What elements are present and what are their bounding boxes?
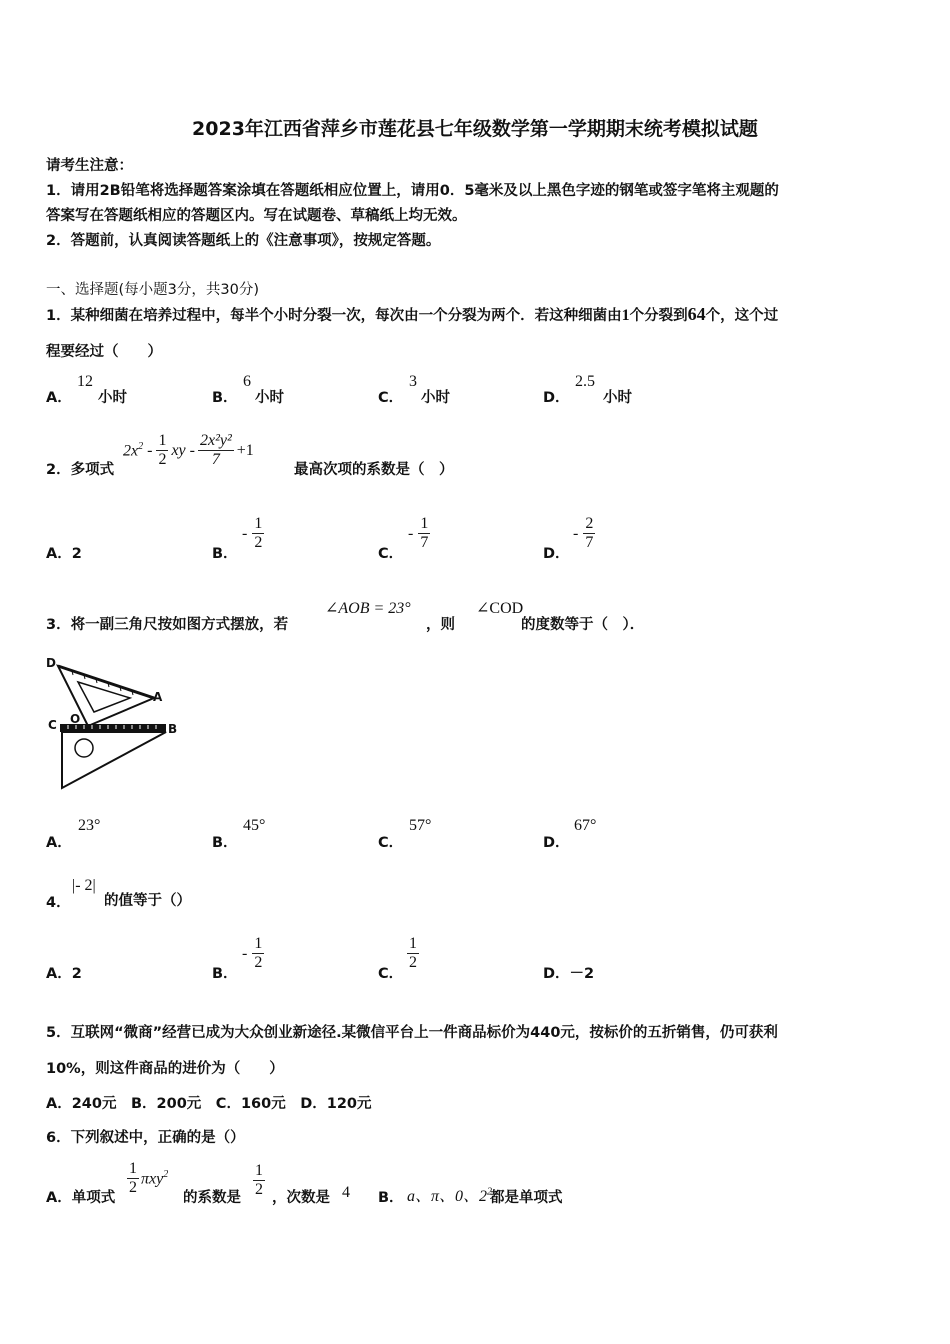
q1-option-d-letter: D．	[543, 390, 570, 406]
q2-option-d-value: - $\frac{2}{7}$	[573, 515, 594, 552]
q2-fraction-2: $\frac{\text{2x²y²}}{7}$	[199, 432, 232, 469]
q3-figure-label-o: O	[70, 712, 81, 726]
page-title: 2023年江西省萍乡市莲花县七年级数学第一学期期末统考模拟试题	[192, 118, 758, 140]
q6-option-a-monomial: $\frac{1}{2}$ πxy$^2$	[129, 1160, 169, 1197]
notice-line-2: 答案写在答题纸相应的答题区内。写在试题卷、草稿纸上均无效。	[46, 208, 467, 224]
q3-figure-label-a: A	[153, 690, 163, 704]
q3-mid: ，则	[426, 617, 455, 633]
q4-suffix: 的值等于（）	[104, 893, 191, 909]
q1-option-c-unit: 小时	[421, 390, 450, 406]
q4-option-c-letter: C．	[378, 966, 404, 982]
section-heading: 一、选择题(每小题3分，共30分)	[46, 282, 259, 298]
q2-term-3: +1	[236, 441, 254, 459]
q2-option-b-letter: B．	[212, 546, 238, 562]
q3-angle-aob: ∠AOB = 23°	[325, 600, 411, 617]
q1-stem-c: 个，这个过	[705, 308, 779, 324]
q2-polynomial	[123, 432, 254, 470]
q1-stem	[46, 304, 778, 325]
q4-option-b-letter: B．	[212, 966, 238, 982]
q3-option-b-value: 45°	[243, 817, 266, 834]
q2-term-2: xy -	[171, 441, 195, 459]
notice-line-3: 2．答题前，认真阅读答题纸上的《注意事项》，按规定答题。	[46, 233, 441, 249]
q3-suffix: 的度数等于（ ）．	[521, 617, 645, 633]
q3-option-a-letter: A．	[46, 835, 72, 851]
q2-term-1: $2x^2$	[123, 441, 144, 460]
q1-option-d-value: 2.5	[575, 373, 595, 390]
q3-option-c-letter: C．	[378, 835, 404, 851]
q3-option-a-value: 23°	[78, 817, 101, 834]
q4-option-b-value: - $\frac{1}{2}$	[242, 935, 263, 972]
q3-option-d-value: 67°	[574, 817, 597, 834]
q2-option-b-value: - $\frac{1}{2}$	[242, 515, 263, 552]
q5-options: A．240元 B．200元 C．160元 D．120元	[46, 1096, 372, 1112]
q6-option-a-mid2: ，次数是	[272, 1190, 330, 1206]
q3-triangle-figure	[42, 652, 187, 794]
q4-absolute-value: |- 2|	[72, 877, 96, 894]
q1-option-c-value: 3	[409, 373, 417, 390]
q1-option-c-letter: C．	[378, 390, 404, 406]
q6-option-b-suffix: 都是单项式	[490, 1190, 563, 1206]
q3-option-b-letter: B．	[212, 835, 238, 851]
q1-n64: 64	[687, 304, 706, 324]
q2-suffix: 最高次项的系数是（ ）	[294, 462, 454, 478]
q3-figure-label-c: C	[48, 718, 57, 732]
q3-figure-label-d: D	[46, 656, 56, 670]
q6-option-a-prefix: A．单项式	[46, 1190, 116, 1206]
q1-stem-a: 1．某种细菌在培养过程中，每半个小时分裂一次，每次由一个分裂为两个．若这种细菌由	[46, 308, 622, 324]
q4-option-a: A．2	[46, 966, 82, 982]
q1-stem-b: 个分裂到	[629, 308, 688, 324]
q1-stem-continued: 程要经过（ ）	[46, 344, 162, 360]
q5-stem-line-2: 10%，则这件商品的进价为（ ）	[46, 1061, 284, 1077]
q1-option-b-unit: 小时	[255, 390, 284, 406]
q1-option-a-unit: 小时	[98, 390, 127, 406]
q6-option-a-mid: 的系数是	[183, 1190, 241, 1206]
q3-option-d-letter: D．	[543, 835, 570, 851]
notice-heading: 请考生注意：	[46, 158, 133, 174]
q3-option-c-value: 57°	[409, 817, 432, 834]
q6-option-b-prefix: B．	[378, 1190, 404, 1206]
q2-option-c-letter: C．	[378, 546, 404, 562]
q4-option-d: D．－2	[543, 966, 595, 982]
q1-option-b-letter: B．	[212, 390, 238, 406]
q1-option-b-value: 6	[243, 373, 251, 390]
q6-stem: 6．下列叙述中，正确的是（）	[46, 1130, 245, 1146]
q1-option-a-letter: A．	[46, 390, 72, 406]
q2-prefix: 2．多项式	[46, 462, 115, 478]
q3-prefix: 3．将一副三角尺按如图方式摆放，若	[46, 617, 289, 633]
q6-option-b-expr: a、π、0、$2^2$	[407, 1186, 493, 1205]
q4-prefix: 4．	[46, 895, 71, 911]
q2-minus: -	[147, 441, 153, 459]
q1-n1: 1	[621, 307, 630, 324]
q4-option-c-value: $\frac{1}{2}$	[409, 935, 417, 972]
q2-option-c-value: - $\frac{1}{7}$	[408, 515, 429, 552]
q1-option-d-unit: 小时	[603, 390, 632, 406]
q2-option-d-letter: D．	[543, 546, 570, 562]
q5-stem-line-1: 5．互联网“微商”经营已成为大众创业新途径.某微信平台上一件商品标价为440元，按标价的五折销售，仍可获利	[46, 1025, 778, 1041]
q3-figure-label-b: B	[168, 722, 178, 736]
q6-option-a-coefficient: $\frac{1}{2}$	[255, 1162, 263, 1199]
notice-line-1: 1．请用2B铅笔将选择题答案涂填在答题纸相应位置上，请用0．5毫米及以上黑色字迹的钢笔或签字笔将主观题的	[46, 183, 779, 199]
q3-angle-cod: ∠COD	[476, 600, 524, 617]
q2-option-a: A．2	[46, 546, 82, 562]
q6-option-a-degree: 4	[342, 1184, 350, 1201]
q2-fraction-1: $\frac{1}{2}$	[158, 432, 167, 469]
q1-option-a-value: 12	[77, 373, 93, 390]
